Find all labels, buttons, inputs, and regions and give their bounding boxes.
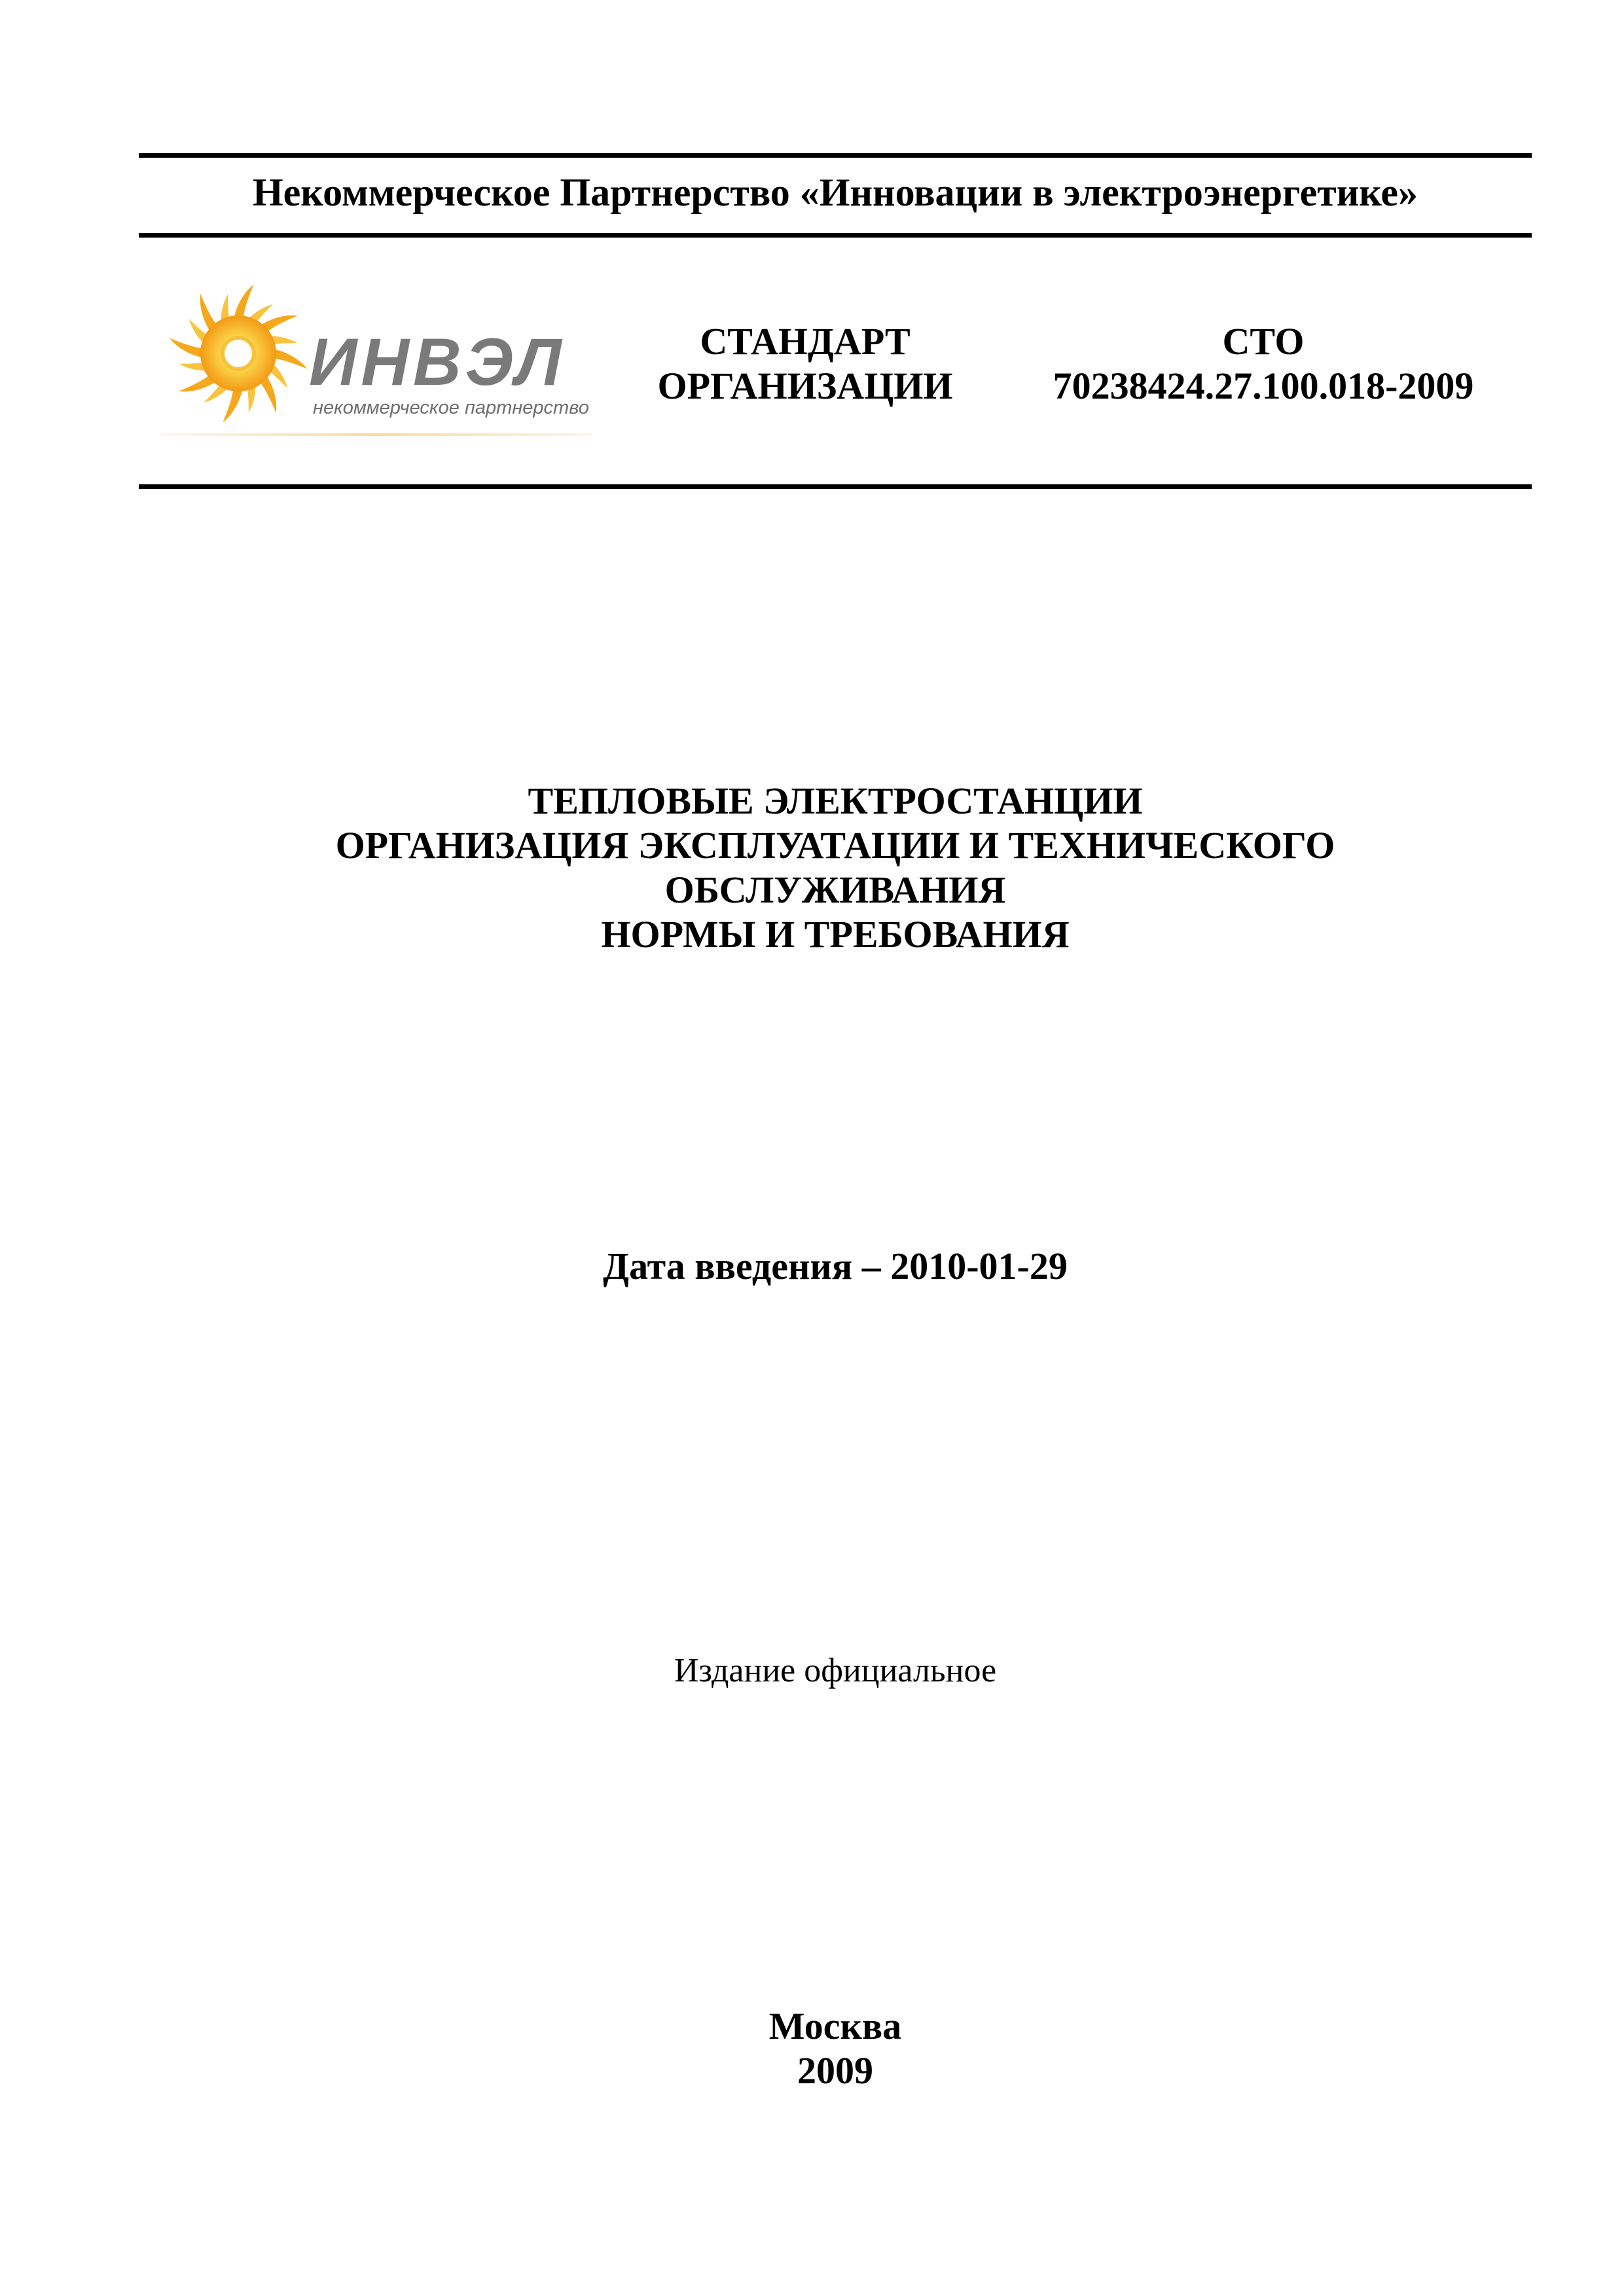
publication-place-year [139,2004,1532,2093]
publication-year: 2009 [797,2049,873,2092]
standard-label-line-2: ОРГАНИЗАЦИИ [657,365,953,407]
logo-underline [160,433,592,436]
title-line-4: НОРМЫ И ТРЕБОВАНИЯ [601,913,1070,956]
standard-number-line-1: СТО [1222,320,1305,363]
publication-city: Москва [768,2005,902,2047]
title-line-2: ОРГАНИЗАЦИЯ ЭКСПЛУАТАЦИИ И ТЕХНИЧЕСКОГО [335,824,1335,867]
introduction-date: Дата введения – 2010-01-29 [603,1245,1068,1287]
edition-note: Издание официальное [674,1652,997,1689]
logo-bottom-rule [139,484,1532,489]
standard-label-line-1: СТАНДАРТ [700,320,911,363]
document-title [139,779,1532,957]
standard-number [1021,319,1506,408]
invel-logo [160,281,596,439]
organization-header: Некоммерческое Партнерство «Инновации в электроэнергетике» [253,171,1418,214]
standard-label [622,319,988,408]
header-bottom-rule [139,233,1532,238]
title-line-1: ТЕПЛОВЫЕ ЭЛЕКТРОСТАНЦИИ [528,780,1143,822]
top-rule [139,153,1532,158]
standard-number-line-2: 70238424.27.100.018-2009 [1053,365,1474,407]
logo-name: ИНВЭЛ [309,325,566,399]
title-line-3: ОБСЛУЖИВАНИЯ [664,869,1006,911]
logo-subtitle: некоммерческое партнерство [313,397,589,418]
